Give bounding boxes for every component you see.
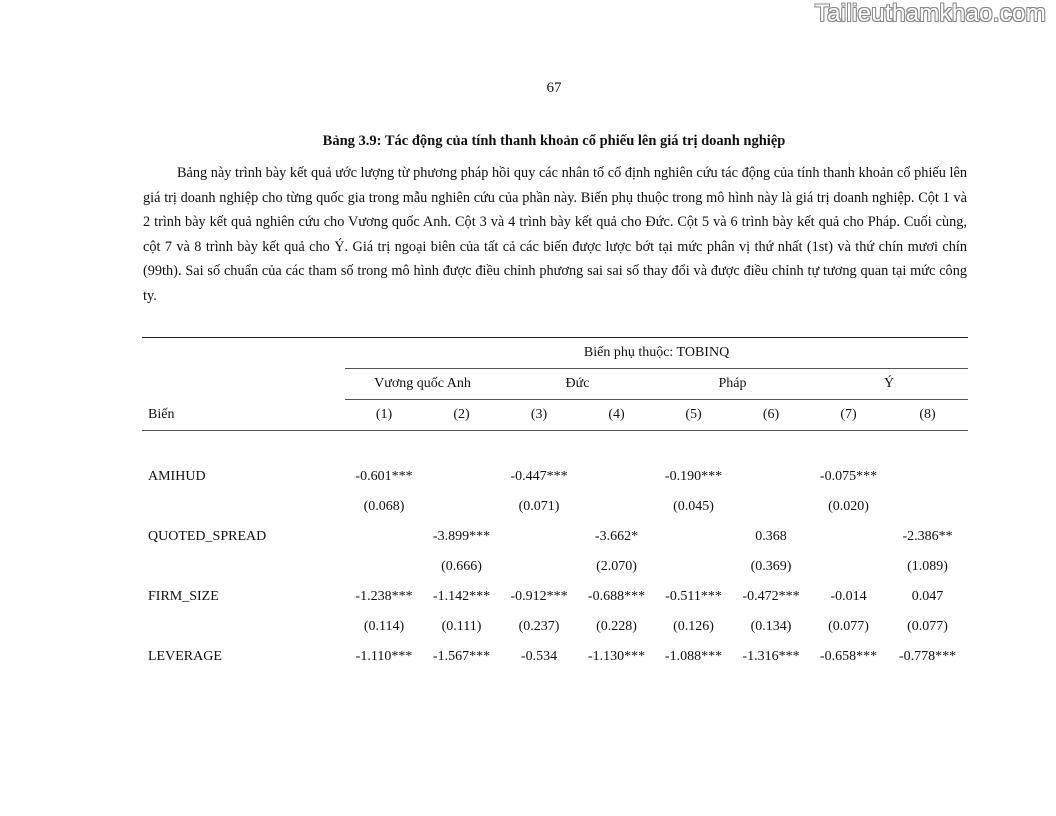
std-error-cell xyxy=(423,492,500,522)
std-error-cell: (0.077) xyxy=(828,619,869,634)
std-error-cell: (1.089) xyxy=(907,559,948,574)
std-error-cell: (0.114) xyxy=(363,619,405,634)
blank-cell xyxy=(142,369,345,400)
coefficient-cell: -1.316*** xyxy=(742,649,800,664)
std-error-cell xyxy=(578,492,655,522)
blank-cell xyxy=(142,338,345,369)
coefficient-cell: -0.447*** xyxy=(510,469,568,484)
table-row-amihud-se xyxy=(142,492,968,522)
table-row-firm-size xyxy=(142,582,968,612)
coefficient-cell: -1.238*** xyxy=(355,589,413,604)
coefficient-cell: -0.912*** xyxy=(510,589,568,604)
std-error-cell: (0.020) xyxy=(828,499,869,514)
std-error-cell: (0.228) xyxy=(596,619,637,634)
std-error-cell: (0.134) xyxy=(750,619,792,634)
blank-cell xyxy=(142,492,345,522)
page-number: 67 xyxy=(546,80,562,96)
std-error-cell xyxy=(732,492,810,522)
table-row-firm-size-se xyxy=(142,612,968,642)
variable-name: FIRM_SIZE xyxy=(148,589,219,604)
std-error-cell: (0.068) xyxy=(363,499,405,514)
std-error-cell xyxy=(345,552,423,582)
coefficient-cell: -0.190*** xyxy=(664,469,723,484)
dependent-header-row xyxy=(142,338,968,369)
column-header: (5) xyxy=(655,400,732,431)
std-error-cell: (0.111) xyxy=(441,619,482,634)
coefficient-cell: -0.534 xyxy=(520,649,558,664)
country-header: Vương quốc Anh xyxy=(345,369,500,400)
coefficient-cell: -0.075*** xyxy=(819,469,878,484)
coefficient-cell xyxy=(578,462,655,492)
column-header: (1) xyxy=(345,400,423,431)
spacer-row xyxy=(142,431,968,463)
variable-name: LEVERAGE xyxy=(148,649,222,664)
coefficient-cell xyxy=(732,462,810,492)
coefficient-cell: -2.386** xyxy=(902,529,953,544)
country-header-row xyxy=(142,369,968,400)
country-header: Pháp xyxy=(655,369,810,400)
std-error-cell: (2.070) xyxy=(596,559,637,574)
coefficient-cell: -3.662* xyxy=(594,529,639,544)
std-error-cell: (0.369) xyxy=(750,559,792,574)
std-error-cell xyxy=(887,492,968,522)
table-row-amihud xyxy=(142,462,968,492)
coefficient-cell: 0.047 xyxy=(911,589,944,604)
blank-cell xyxy=(142,552,345,582)
coefficient-cell: -0.511*** xyxy=(665,589,722,604)
column-header: (8) xyxy=(887,400,968,431)
std-error-cell xyxy=(500,552,578,582)
std-error-cell: (0.126) xyxy=(673,619,714,634)
coefficient-cell: -3.899*** xyxy=(432,529,491,544)
coefficient-cell: -1.088*** xyxy=(664,649,723,664)
regression-table xyxy=(142,337,968,672)
variable-name: AMIHUD xyxy=(148,469,206,484)
country-header: Đức xyxy=(500,369,655,400)
coefficient-cell xyxy=(500,522,578,552)
coefficient-cell: -0.601*** xyxy=(355,469,413,484)
country-header: Ý xyxy=(810,369,968,400)
coefficient-cell: -1.142*** xyxy=(432,589,491,604)
table-description: Bảng này trình bày kết quả ước lượng từ phương pháp hồi quy các nhân tố cố định nghiên cứu tác động của tính thanh khoản cổ phiếu lên giá trị doanh nghiệp cho từng quốc gia trong mẫu nghiên cứu của phần này. Biến phụ thuộc trong mô hình này là giá trị doanh nghiệp. Cột 1 và 2 trình bày kết quả nghiên cứu cho Vương quốc Anh. Cột 3 và 4 trình bày kết quả cho Đức. Cột 5 và 6 trình bày kết quả cho Pháp. Cuối cùng, cột 7 và 8 trình bày kết quả cho Ý. Giá trị ngoại biên của tất cả các biến được lược bớt tại mức phân vị thứ nhất (1st) và thứ chín mươi chín (99th). Sai số chuẩn của các tham số trong mô hình được điều chỉnh phương sai sai số thay đổi và được điều chỉnh tự tương quan tại mức công ty. xyxy=(143,165,967,304)
coefficient-cell xyxy=(887,462,968,492)
watermark: Tailieuthamkhao.com xyxy=(814,0,1046,27)
column-header: (2) xyxy=(423,400,500,431)
table-row-quoted-spread xyxy=(142,522,968,552)
coefficient-cell: -0.014 xyxy=(830,589,867,604)
coefficient-cell xyxy=(810,522,887,552)
std-error-cell: (0.237) xyxy=(518,619,560,634)
table-row-quoted-spread-se xyxy=(142,552,968,582)
std-error-cell: (0.071) xyxy=(518,499,560,514)
dependent-variable-header: Biến phụ thuộc: TOBINQ xyxy=(345,338,968,369)
column-header: (6) xyxy=(732,400,810,431)
column-header: (7) xyxy=(810,400,887,431)
coefficient-cell: -1.130*** xyxy=(587,649,646,664)
blank-cell xyxy=(142,612,345,642)
std-error-cell: (0.045) xyxy=(673,499,714,514)
coefficient-cell: -0.658*** xyxy=(819,649,878,664)
variable-name: QUOTED_SPREAD xyxy=(148,529,267,544)
coefficient-cell: -0.688*** xyxy=(587,589,646,604)
std-error-cell xyxy=(655,552,732,582)
variable-column-header: Biến xyxy=(142,400,345,431)
column-header: (3) xyxy=(500,400,578,431)
coefficient-cell: 0.368 xyxy=(755,529,787,544)
table-title: Bảng 3.9: Tác động của tính thanh khoản cổ phiếu lên giá trị doanh nghiệp xyxy=(322,133,786,149)
column-header: (4) xyxy=(578,400,655,431)
std-error-cell: (0.666) xyxy=(441,559,482,574)
coefficient-cell: -0.778*** xyxy=(898,649,957,664)
coefficient-cell: -1.110*** xyxy=(355,649,413,664)
std-error-cell xyxy=(810,552,887,582)
coefficient-cell: -0.472*** xyxy=(742,589,800,604)
std-error-cell: (0.077) xyxy=(907,619,948,634)
column-header-row xyxy=(142,400,968,431)
coefficient-cell: -1.567*** xyxy=(432,649,491,664)
coefficient-cell xyxy=(345,522,423,552)
coefficient-cell xyxy=(655,522,732,552)
table-row-leverage xyxy=(142,642,968,672)
coefficient-cell xyxy=(423,462,500,492)
